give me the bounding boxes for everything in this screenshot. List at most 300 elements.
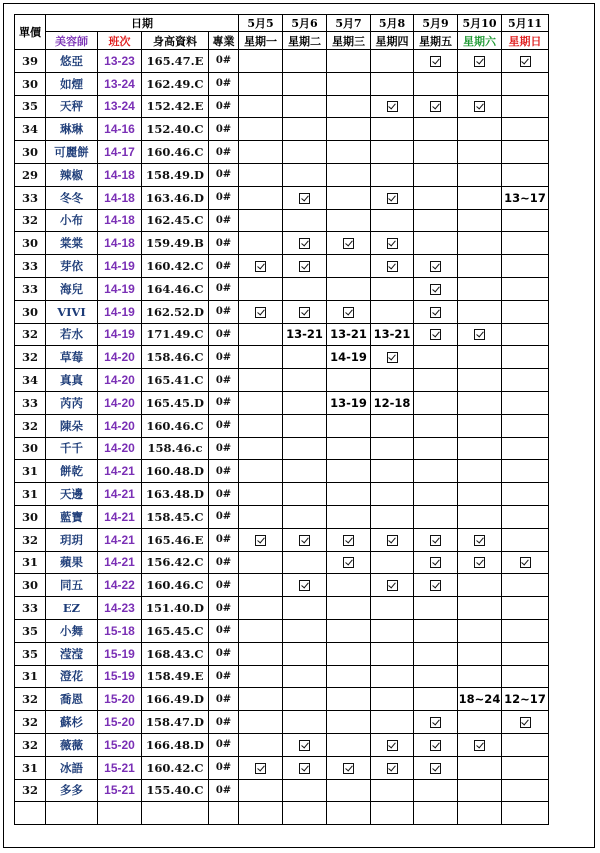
- day-cell: [458, 619, 502, 642]
- height-cell: 158.45.C: [142, 505, 209, 528]
- day-cell: [283, 802, 327, 825]
- day-cell: [239, 665, 283, 688]
- checkbox-checked-icon: [387, 261, 398, 272]
- price-cell: 30: [15, 300, 46, 323]
- table-row: [15, 118, 549, 141]
- beautician-name: 多多: [46, 779, 98, 802]
- day-cell: [414, 688, 458, 711]
- day-cell: [458, 391, 502, 414]
- day-cell: [283, 391, 327, 414]
- day-cell: [327, 255, 371, 278]
- day-cell: [239, 369, 283, 392]
- specialty-cell: 0#: [209, 437, 239, 460]
- table-row: [15, 483, 549, 506]
- specialty-cell: 0#: [209, 528, 239, 551]
- table-row: [15, 460, 549, 483]
- day-cell: [458, 255, 502, 278]
- day-cell: [283, 665, 327, 688]
- height-cell: 158.49.E: [142, 665, 209, 688]
- day-cell: [502, 346, 549, 369]
- day-cell: [414, 733, 458, 756]
- price-cell: 33: [15, 186, 46, 209]
- table-row: [15, 437, 549, 460]
- day-cell: [502, 665, 549, 688]
- day-cell: [283, 756, 327, 779]
- day-cell: [371, 95, 414, 118]
- table-row: [15, 711, 549, 734]
- day-cell: [414, 756, 458, 779]
- beautician-name: 真真: [46, 369, 98, 392]
- day-cell: [458, 574, 502, 597]
- shift-cell: 15-20: [98, 688, 142, 711]
- height-cell: [142, 802, 209, 825]
- beautician-name: 薇薇: [46, 733, 98, 756]
- day-cell: [371, 802, 414, 825]
- day-cell: [458, 802, 502, 825]
- height-cell: 156.42.C: [142, 551, 209, 574]
- day-cell: [283, 528, 327, 551]
- day-cell: [371, 711, 414, 734]
- specialty-cell: 0#: [209, 346, 239, 369]
- day-cell: [502, 642, 549, 665]
- price-cell: 31: [15, 551, 46, 574]
- day-cell: [239, 597, 283, 620]
- day-cell: [371, 619, 414, 642]
- day-cell: [283, 574, 327, 597]
- specialty-cell: 0#: [209, 597, 239, 620]
- shift-cell: [98, 802, 142, 825]
- checkbox-checked-icon: [343, 763, 354, 774]
- shift-cell: 14-21: [98, 505, 142, 528]
- shift-cell: 14-21: [98, 460, 142, 483]
- day-cell: [371, 688, 414, 711]
- day-cell: [239, 95, 283, 118]
- specialty-cell: [209, 802, 239, 825]
- day-cell: [458, 277, 502, 300]
- day-cell: [502, 209, 549, 232]
- day-cell: [327, 574, 371, 597]
- checkbox-checked-icon: [387, 740, 398, 751]
- day-cell: [371, 642, 414, 665]
- day-cell: [371, 255, 414, 278]
- day-cell: [371, 756, 414, 779]
- day-cell: [414, 391, 458, 414]
- day-cell: [502, 437, 549, 460]
- day-date-header: 5月7: [327, 15, 371, 32]
- checkbox-checked-icon: [430, 307, 441, 318]
- checkbox-checked-icon: [255, 307, 266, 318]
- date-header: 日期: [46, 15, 239, 32]
- day-cell: [327, 186, 371, 209]
- shift-cell: 14-20: [98, 369, 142, 392]
- checkbox-checked-icon: [474, 329, 485, 340]
- price-cell: [15, 802, 46, 825]
- day-cell: [239, 551, 283, 574]
- beautician-name: 玥玥: [46, 528, 98, 551]
- day-cell: [283, 232, 327, 255]
- table-row: [15, 688, 549, 711]
- beautician-name: 辣椒: [46, 163, 98, 186]
- specialty-header: 專業: [209, 32, 239, 50]
- day-cell: [239, 574, 283, 597]
- day-cell: [283, 163, 327, 186]
- day-cell: [283, 460, 327, 483]
- specialty-cell: 0#: [209, 391, 239, 414]
- specialty-cell: 0#: [209, 323, 239, 346]
- checkbox-checked-icon: [430, 284, 441, 295]
- day-cell: [458, 118, 502, 141]
- beautician-name: 蘇杉: [46, 711, 98, 734]
- day-cell: [371, 460, 414, 483]
- height-cell: 158.46.C: [142, 346, 209, 369]
- shift-cell: 15-20: [98, 711, 142, 734]
- day-cell: [502, 551, 549, 574]
- shift-cell: 14-18: [98, 163, 142, 186]
- day-cell: [239, 118, 283, 141]
- specialty-cell: 0#: [209, 95, 239, 118]
- beautician-name: 海兒: [46, 277, 98, 300]
- day-date-header: 5月5: [239, 15, 283, 32]
- checkbox-checked-icon: [430, 535, 441, 546]
- beautician-name: 冰語: [46, 756, 98, 779]
- table-row: [15, 528, 549, 551]
- checkbox-checked-icon: [474, 101, 485, 112]
- day-cell: [502, 574, 549, 597]
- height-cell: 162.45.C: [142, 209, 209, 232]
- day-cell: [327, 597, 371, 620]
- checkbox-checked-icon: [474, 557, 485, 568]
- day-cell: [502, 323, 549, 346]
- day-cell: [327, 756, 371, 779]
- day-cell: [371, 209, 414, 232]
- table-row: [15, 414, 549, 437]
- checkbox-checked-icon: [299, 193, 310, 204]
- day-cell: [239, 186, 283, 209]
- day-cell: [458, 483, 502, 506]
- checkbox-checked-icon: [343, 557, 354, 568]
- day-cell: [414, 300, 458, 323]
- checkbox-checked-icon: [430, 329, 441, 340]
- table-row: [15, 72, 549, 95]
- day-cell: [239, 460, 283, 483]
- day-cell: [371, 528, 414, 551]
- day-cell: [371, 505, 414, 528]
- table-row: [15, 346, 549, 369]
- specialty-cell: 0#: [209, 779, 239, 802]
- day-cell: [371, 414, 414, 437]
- day-cell: [502, 232, 549, 255]
- height-cell: 159.49.B: [142, 232, 209, 255]
- specialty-cell: 0#: [209, 255, 239, 278]
- day-cell: [239, 733, 283, 756]
- price-cell: 32: [15, 711, 46, 734]
- price-cell: 34: [15, 118, 46, 141]
- table-row: [15, 597, 549, 620]
- day-cell: [458, 642, 502, 665]
- shift-cell: 14-19: [98, 323, 142, 346]
- beautician-name: 若水: [46, 323, 98, 346]
- day-cell: [414, 802, 458, 825]
- checkbox-checked-icon: [387, 352, 398, 363]
- price-cell: 31: [15, 460, 46, 483]
- shift-cell: 14-16: [98, 118, 142, 141]
- day-cell: [502, 163, 549, 186]
- height-cell: 160.48.D: [142, 460, 209, 483]
- weekday-header: 星期五: [414, 32, 458, 50]
- specialty-cell: 0#: [209, 141, 239, 164]
- specialty-cell: 0#: [209, 711, 239, 734]
- price-cell: 32: [15, 733, 46, 756]
- table-row: [15, 665, 549, 688]
- weekday-header: 星期日: [502, 32, 549, 50]
- day-cell: [502, 711, 549, 734]
- day-cell: [283, 277, 327, 300]
- price-cell: 31: [15, 665, 46, 688]
- day-cell: [327, 50, 371, 73]
- height-cell: 152.42.E: [142, 95, 209, 118]
- day-cell: [327, 802, 371, 825]
- price-cell: 33: [15, 391, 46, 414]
- checkbox-checked-icon: [343, 238, 354, 249]
- price-cell: 32: [15, 346, 46, 369]
- day-cell: [458, 50, 502, 73]
- height-cell: 160.46.C: [142, 574, 209, 597]
- day-cell: [458, 95, 502, 118]
- day-cell: [502, 369, 549, 392]
- checkbox-checked-icon: [520, 56, 531, 67]
- checkbox-checked-icon: [299, 307, 310, 318]
- price-cell: 33: [15, 255, 46, 278]
- price-cell: 32: [15, 688, 46, 711]
- checkbox-checked-icon: [299, 763, 310, 774]
- table-row: [15, 551, 549, 574]
- day-cell: [283, 711, 327, 734]
- shift-cell: 14-21: [98, 551, 142, 574]
- height-cell: 158.49.D: [142, 163, 209, 186]
- day-cell: [327, 414, 371, 437]
- shift-cell: 15-19: [98, 665, 142, 688]
- beautician-name: 芽依: [46, 255, 98, 278]
- day-cell: [414, 209, 458, 232]
- beautician-name: 可麗餅: [46, 141, 98, 164]
- day-cell: [414, 483, 458, 506]
- specialty-cell: 0#: [209, 642, 239, 665]
- checkbox-checked-icon: [430, 763, 441, 774]
- day-cell: [327, 141, 371, 164]
- day-cell: [458, 437, 502, 460]
- day-cell: [414, 186, 458, 209]
- day-cell: [371, 574, 414, 597]
- day-cell: [239, 209, 283, 232]
- price-cell: 33: [15, 277, 46, 300]
- day-cell: [283, 733, 327, 756]
- shift-cell: 14-18: [98, 186, 142, 209]
- shift-cell: 15-19: [98, 642, 142, 665]
- price-cell: 30: [15, 232, 46, 255]
- beautician-name: 千千: [46, 437, 98, 460]
- day-cell: [283, 95, 327, 118]
- day-cell: [327, 483, 371, 506]
- day-cell: [458, 323, 502, 346]
- table-row: [15, 642, 549, 665]
- day-cell: [239, 483, 283, 506]
- day-cell: [414, 72, 458, 95]
- price-cell: 33: [15, 597, 46, 620]
- day-cell: [239, 802, 283, 825]
- day-cell: [458, 346, 502, 369]
- day-cell: [414, 460, 458, 483]
- day-cell: [502, 505, 549, 528]
- beautician-name: 蘋果: [46, 551, 98, 574]
- specialty-cell: 0#: [209, 483, 239, 506]
- day-cell: [327, 72, 371, 95]
- table-row: [15, 50, 549, 73]
- day-cell: [502, 72, 549, 95]
- beautician-name: 琳琳: [46, 118, 98, 141]
- specialty-cell: 0#: [209, 72, 239, 95]
- beautician-name: 澄花: [46, 665, 98, 688]
- table-row: [15, 733, 549, 756]
- price-cell: 32: [15, 323, 46, 346]
- day-cell: [283, 414, 327, 437]
- day-cell: [327, 277, 371, 300]
- day-cell: [239, 756, 283, 779]
- price-cell: 35: [15, 95, 46, 118]
- day-cell: [414, 141, 458, 164]
- day-cell: [327, 300, 371, 323]
- height-cell: 151.40.D: [142, 597, 209, 620]
- day-cell: [502, 619, 549, 642]
- day-cell: 12~17: [502, 688, 549, 711]
- day-cell: 18~24: [458, 688, 502, 711]
- checkbox-checked-icon: [387, 193, 398, 204]
- table-row: [15, 802, 549, 825]
- day-cell: [458, 551, 502, 574]
- specialty-cell: 0#: [209, 186, 239, 209]
- day-cell: [239, 277, 283, 300]
- day-cell: [371, 50, 414, 73]
- shift-cell: 14-18: [98, 232, 142, 255]
- height-header: 身高資料: [142, 32, 209, 50]
- beautician-name: 滢滢: [46, 642, 98, 665]
- day-cell: [414, 574, 458, 597]
- beautician-name: [46, 802, 98, 825]
- checkbox-checked-icon: [430, 717, 441, 728]
- shift-cell: 14-22: [98, 574, 142, 597]
- height-cell: 165.46.E: [142, 528, 209, 551]
- day-cell: [414, 232, 458, 255]
- day-cell: [371, 72, 414, 95]
- day-cell: [414, 369, 458, 392]
- day-cell: [458, 528, 502, 551]
- day-date-header: 5月11: [502, 15, 549, 32]
- weekday-header: 星期四: [371, 32, 414, 50]
- day-cell: [458, 186, 502, 209]
- day-cell: [239, 300, 283, 323]
- checkbox-checked-icon: [387, 763, 398, 774]
- day-cell: [371, 232, 414, 255]
- checkbox-checked-icon: [299, 535, 310, 546]
- day-cell: [239, 255, 283, 278]
- day-cell: [371, 277, 414, 300]
- specialty-cell: 0#: [209, 733, 239, 756]
- day-cell: [414, 437, 458, 460]
- day-cell: [502, 756, 549, 779]
- day-cell: [502, 414, 549, 437]
- day-cell: [239, 50, 283, 73]
- shift-cell: 15-21: [98, 756, 142, 779]
- checkbox-checked-icon: [430, 101, 441, 112]
- beautician-name: EZ: [46, 597, 98, 620]
- specialty-cell: 0#: [209, 369, 239, 392]
- day-cell: [458, 369, 502, 392]
- price-cell: 35: [15, 642, 46, 665]
- day-cell: [283, 483, 327, 506]
- beautician-name: 冬冬: [46, 186, 98, 209]
- schedule-body: [15, 50, 549, 825]
- shift-cell: 14-18: [98, 209, 142, 232]
- price-cell: 30: [15, 141, 46, 164]
- day-cell: [239, 141, 283, 164]
- day-cell: [327, 460, 371, 483]
- day-cell: [414, 505, 458, 528]
- day-cell: [502, 141, 549, 164]
- day-cell: [458, 779, 502, 802]
- day-cell: [327, 505, 371, 528]
- specialty-cell: 0#: [209, 574, 239, 597]
- checkbox-checked-icon: [387, 238, 398, 249]
- table-row: [15, 163, 549, 186]
- height-cell: 168.43.C: [142, 642, 209, 665]
- day-cell: [327, 619, 371, 642]
- day-cell: [239, 346, 283, 369]
- day-cell: [283, 255, 327, 278]
- day-cell: [371, 141, 414, 164]
- shift-cell: 14-21: [98, 483, 142, 506]
- checkbox-checked-icon: [430, 56, 441, 67]
- day-cell: [283, 50, 327, 73]
- day-cell: [327, 551, 371, 574]
- beautician-name: 如煙: [46, 72, 98, 95]
- day-cell: [414, 528, 458, 551]
- specialty-cell: 0#: [209, 118, 239, 141]
- table-row: [15, 323, 549, 346]
- checkbox-checked-icon: [387, 580, 398, 591]
- specialty-cell: 0#: [209, 277, 239, 300]
- height-cell: 165.45.D: [142, 391, 209, 414]
- day-cell: [327, 95, 371, 118]
- day-cell: [283, 141, 327, 164]
- shift-cell: 14-20: [98, 414, 142, 437]
- day-cell: 12-18: [371, 391, 414, 414]
- table-row: [15, 209, 549, 232]
- day-cell: [283, 551, 327, 574]
- day-cell: [283, 505, 327, 528]
- day-cell: [371, 779, 414, 802]
- table-row: [15, 574, 549, 597]
- checkbox-checked-icon: [299, 580, 310, 591]
- checkbox-checked-icon: [343, 535, 354, 546]
- specialty-cell: 0#: [209, 756, 239, 779]
- height-cell: 155.40.C: [142, 779, 209, 802]
- weekday-header: 星期三: [327, 32, 371, 50]
- price-cell: 31: [15, 483, 46, 506]
- day-cell: [327, 779, 371, 802]
- beautician-name: 小舞: [46, 619, 98, 642]
- beautician-header: 美容師: [46, 32, 98, 50]
- day-cell: [327, 688, 371, 711]
- day-cell: [414, 551, 458, 574]
